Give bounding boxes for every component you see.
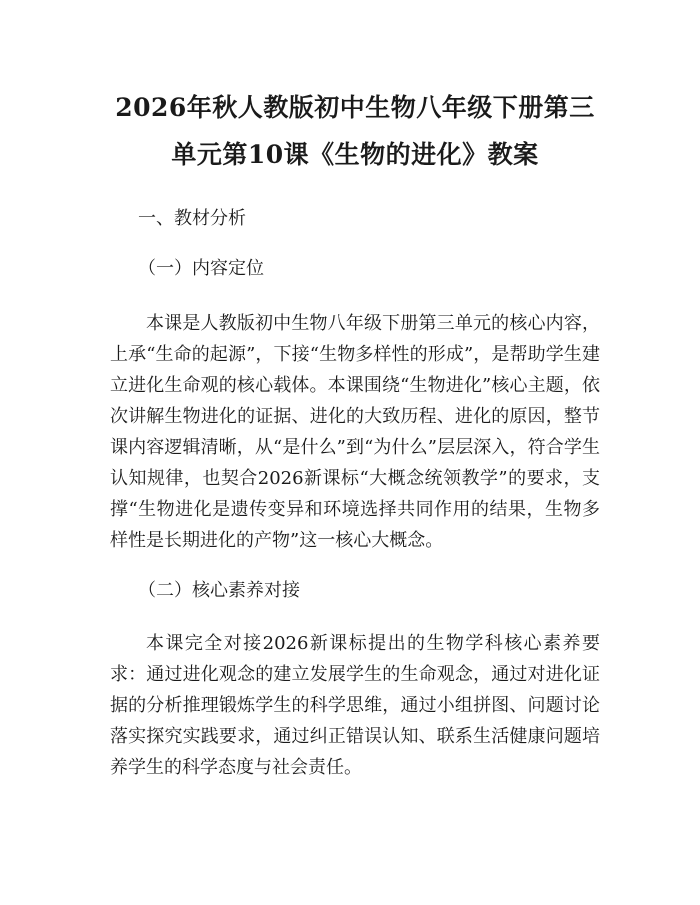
subsection-heading-core-literacy: （二）核心素养对接	[138, 580, 300, 601]
subsection-heading-content-positioning: （一）内容定位	[138, 258, 264, 279]
document-title: 2026年秋人教版初中生物八年级下册第三单元第10课《生物的进化》教案	[115, 93, 595, 169]
section-heading-textbook-analysis: 一、教材分析	[138, 208, 246, 229]
paragraph-core-literacy: 本课完全对接2026新课标提出的生物学科核心素养要求：通过进化观念的建立发展学生的生命观念，通过对进化证据的分析推理锻炼学生的科学思维，通过小组拼图、问题讨论落实探究实践要求，通过纠正错误认知、联系生活健康问题培养学生的科学态度与社会责任。	[110, 633, 600, 778]
paragraph-content-positioning: 本课是人教版初中生物八年级下册第三单元的核心内容，上承“生命的起源”，下接“生物多样性的形成”，是帮助学生建立进化生命观的核心载体。本课围绕“生物进化”核心主题，依次讲解生物进化的证据、进化的大致历程、进化的原因，整节课内容逻辑清晰，从“是什么”到“为什么”层层深入，符合学生认知规律，也契合2026新课标“大概念统领教学”的要求，支撑“生物进化是遗传变异和环境选择共同作用的结果，生物多样性是长期进化的产物”这一核心大概念。	[110, 313, 600, 551]
